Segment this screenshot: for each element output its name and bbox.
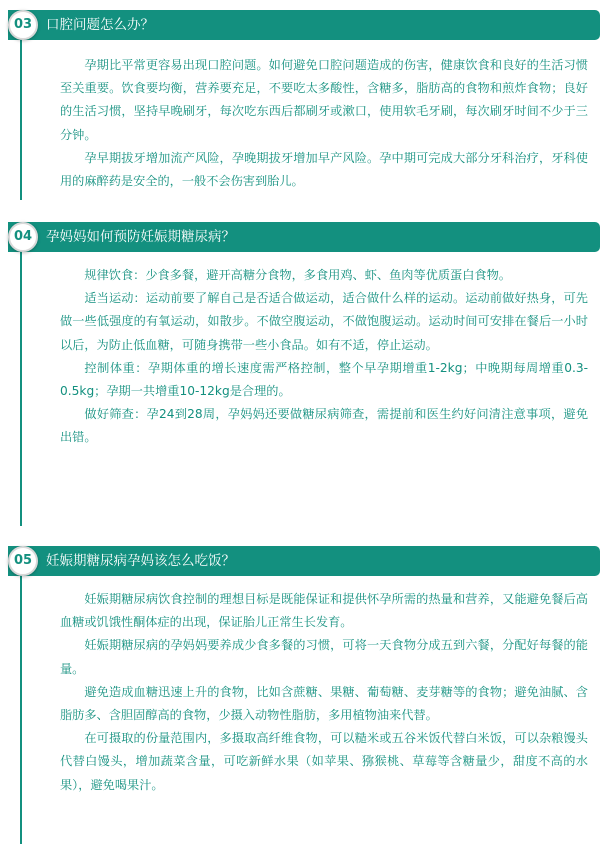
section-title: 妊娠期糖尿病孕妈该怎么吃饭？	[46, 553, 235, 569]
paragraph: 规律饮食：少食多餐，避开高糖分食物，多食用鸡、虾、鱼肉等优质蛋白食物。	[84, 268, 511, 282]
paragraph: 控制体重：孕期体重的增长速度需严格控制，整个早孕期增重1-2kg；中晚期每周增重0.3-0.5kg；孕期一共增重10-12kg是合理的。	[60, 360, 588, 399]
section-body	[60, 264, 588, 450]
paragraph: 孕早期拔牙增加流产风险，孕晚期拔牙增加早产风险。孕中期可完成大部分牙科治疗，牙科使用的麻醉药是安全的，一般不会伤害到胎儿。	[60, 150, 588, 189]
section-body	[60, 588, 588, 797]
section-rail	[20, 572, 22, 844]
section-header	[8, 10, 600, 40]
section-title: 口腔问题怎么办？	[46, 17, 154, 33]
paragraph: 在可摄取的份量范围内，多摄取高纤维食物，可以糙米或五谷米饭代替白米饭，可以杂粮馒头代替白馒头，增加蔬菜含量，可吃新鲜水果（如苹果、猕猴桃、草莓等含糖量少，甜度不高的水果），避免喝果汁。	[60, 731, 588, 792]
section-rail	[20, 38, 22, 200]
section-number-badge: 04	[8, 222, 38, 252]
section-number-badge: 03	[8, 10, 38, 40]
section-header	[8, 546, 600, 576]
paragraph: 孕期比平常更容易出现口腔问题。如何避免口腔问题造成的伤害，健康饮食和良好的生活习惯至关重要。饮食要均衡，营养要充足，不要吃太多酸性，含糖多，脂肪高的食物和煎炸食物；良好的生活习惯，坚持早晚刷牙，每次吃东西后都刷牙或漱口，使用软毛牙刷，每次刷牙时间不少于三分钟。	[60, 58, 588, 142]
paragraph: 妊娠期糖尿病饮食控制的理想目标是既能保证和提供怀孕所需的热量和营养，又能避免餐后高血糖或饥饿性酮体症的出现，保证胎儿正常生长发育。	[60, 592, 588, 630]
section-rail	[20, 250, 22, 526]
section-body	[60, 54, 588, 193]
section-title: 孕妈妈如何预防妊娠期糖尿病？	[46, 229, 235, 245]
paragraph: 避免造成血糖迅速上升的食物，比如含蔗糖、果糖、葡萄糖、麦芽糖等的食物；避免油腻、含脂肪多、含胆固醇高的食物，少摄入动物性脂肪，多用植物油来代替。	[60, 684, 588, 723]
paragraph: 适当运动：运动前要了解自己是否适合做运动，适合做什么样的运动。运动前做好热身，可先做一些低强度的有氧运动，如散步。不做空腹运动，不做饱腹运动。运动时间可安排在餐后一小时以后，为防止低血糖，可随身携带一些小食品。如有不适，停止运动。	[60, 291, 588, 352]
paragraph: 做好筛查：孕24到28周，孕妈妈还要做糖尿病筛查，需提前和医生约好问清注意事项，避免出错。	[60, 407, 588, 445]
section-number-badge: 05	[8, 546, 38, 576]
paragraph: 妊娠期糖尿病的孕妈妈要养成少食多餐的习惯，可将一天食物分成五到六餐，分配好每餐的能量。	[60, 638, 588, 676]
section-header	[8, 222, 600, 252]
